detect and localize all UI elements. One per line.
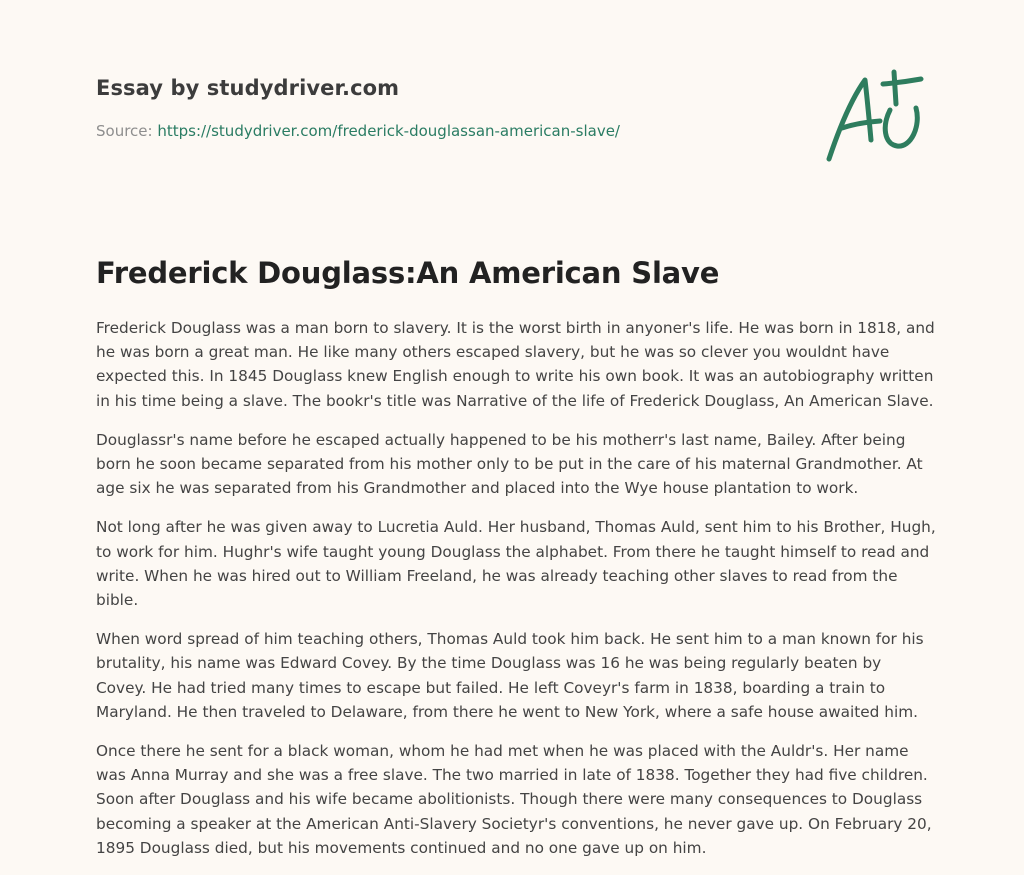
essay-title: Frederick Douglass:An American Slave xyxy=(96,256,720,290)
a-plus-grade-logo-icon xyxy=(820,66,930,166)
essay-paragraph: Frederick Douglass was a man born to slavery. It is the worst birth in anyoner's life. He was born in 1818, and he was born a great man. He like many others escaped slavery, but he was so clever you wouldnt have expected this. In 1845 Douglass knew English enough to write his own book. It was an autobiography written in his time being a slave. The bookr's title was Narrative of the life of Frederick Douglass, An American Slave. xyxy=(96,319,935,410)
essay-paragraph: Once there he sent for a black woman, whom he had met when he was placed with the Auldr's. Her name was Anna Murray and she was a free slave. The two married in late of 1838. Together they had five children. Soon after Douglass and his wife became abolitionists. Though there were many consequences to Douglass becoming a speaker at the American Anti-Slavery Societyr's conventions, he never gave up. On February 20, 1895 Douglass died, but his movements continued and no one gave up on him. xyxy=(96,742,932,857)
page-header xyxy=(96,76,620,140)
source-link[interactable]: https://studydriver.com/frederick-douglassan-american-slave/ xyxy=(157,122,620,140)
brand-title: Essay by studydriver.com xyxy=(96,76,400,100)
essay-paragraph: Douglassr's name before he escaped actually happened to be his motherr's last name, Bailey. After being born he soon became separated from his mother only to be put in the care of his maternal Grandmother. At age six he was separated from his Grandmother and placed into the Wye house plantation to work. xyxy=(96,430,923,498)
essay-paragraph: When word spread of him teaching others, Thomas Auld took him back. He sent him to a man known for his brutality, his name was Edward Covey. By the time Douglass was 16 he was being regularly beaten by Covey. He had tried many times to escape but failed. He left Coveyr's farm in 1838, boarding a train to Maryland. He then traveled to Delaware, from there he went to New York, where a safe house awaited him. xyxy=(96,630,924,721)
source-label: Source: xyxy=(96,122,158,140)
essay-paragraph: Not long after he was given away to Lucretia Auld. Her husband, Thomas Auld, sent him to his Brother, Hugh, to work for him. Hughr's wife taught young Douglass the alphabet. From there he taught himself to read and write. When he was hired out to William Freeland, he was already teaching other slaves to read from the bible. xyxy=(96,518,936,610)
source-line xyxy=(96,122,620,140)
essay-body xyxy=(96,316,936,875)
